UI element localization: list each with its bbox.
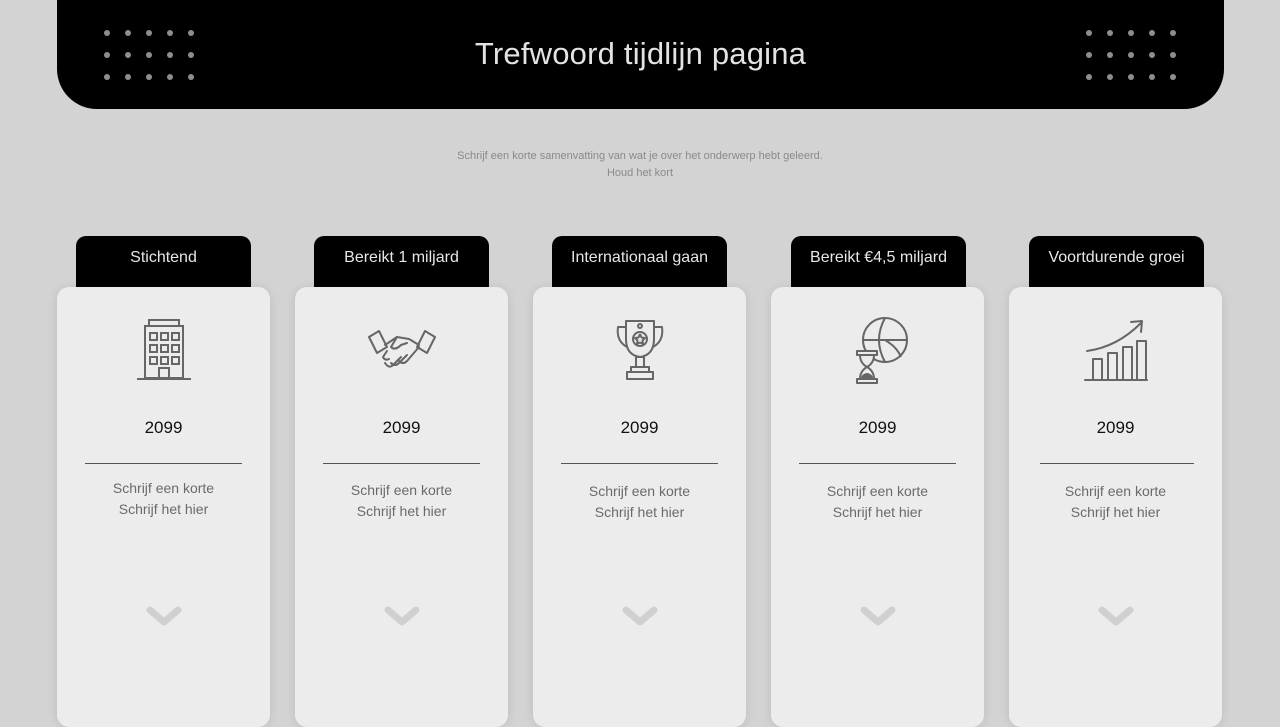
summary-line: Schrijf een korte samenvatting van wat je over het onderwerp hebt geleerd. bbox=[457, 150, 823, 162]
chevron-down-icon[interactable] bbox=[622, 605, 658, 629]
description-line: Schrijf het hier bbox=[356, 503, 447, 519]
chevron-down-icon[interactable] bbox=[384, 605, 420, 629]
dots-pattern-icon bbox=[1084, 28, 1178, 84]
timeline-tab-bereikt-1-miljard[interactable]: Bereikt 1 miljard bbox=[314, 236, 489, 287]
card-description bbox=[57, 478, 270, 520]
description-line: Schrijf een korte bbox=[350, 482, 453, 498]
globe-hourglass-icon bbox=[843, 317, 913, 387]
timeline-card[interactable] bbox=[771, 287, 984, 727]
card-divider bbox=[85, 463, 242, 464]
summary-line: Houd het kort bbox=[606, 167, 674, 179]
description-line: Schrijf een korte bbox=[1064, 483, 1167, 499]
card-year: 2099 bbox=[382, 418, 421, 437]
chevron-down-icon[interactable] bbox=[146, 605, 182, 629]
card-year: 2099 bbox=[144, 418, 183, 437]
card-year: 2099 bbox=[1096, 418, 1135, 437]
trophy-icon bbox=[605, 317, 675, 387]
card-year: 2099 bbox=[620, 418, 659, 437]
handshake-icon bbox=[367, 317, 437, 387]
description-line: Schrijf een korte bbox=[588, 483, 691, 499]
card-divider bbox=[1040, 463, 1194, 464]
card-description bbox=[1009, 481, 1222, 523]
description-line: Schrijf het hier bbox=[832, 504, 923, 520]
card-description bbox=[771, 481, 984, 523]
description-line: Schrijf het hier bbox=[1070, 504, 1161, 520]
description-line: Schrijf het hier bbox=[594, 504, 685, 520]
timeline-card[interactable] bbox=[295, 287, 508, 727]
card-year: 2099 bbox=[858, 418, 897, 437]
timeline-tab-stichtend[interactable]: Stichtend bbox=[76, 236, 251, 287]
timeline-tab-voortdurende-groei[interactable]: Voortdurende groei bbox=[1029, 236, 1204, 287]
card-description bbox=[295, 480, 508, 522]
timeline-tab-bereikt-4-5-miljard[interactable]: Bereikt €4,5 miljard bbox=[791, 236, 966, 287]
card-description bbox=[533, 481, 746, 523]
office-building-icon bbox=[129, 317, 199, 387]
chevron-down-icon[interactable] bbox=[1098, 605, 1134, 629]
card-divider bbox=[799, 463, 956, 464]
growth-chart-icon bbox=[1081, 317, 1151, 387]
description-line: Schrijf een korte bbox=[826, 483, 929, 499]
page-title: Trefwoord tijdlijn pagina bbox=[474, 36, 807, 71]
card-divider bbox=[561, 463, 718, 464]
header-banner bbox=[57, 0, 1224, 109]
timeline-card[interactable] bbox=[1009, 287, 1222, 727]
chevron-down-icon[interactable] bbox=[860, 605, 896, 629]
card-divider bbox=[323, 463, 480, 464]
timeline-card[interactable] bbox=[57, 287, 270, 727]
timeline-tab-internationaal-gaan[interactable]: Internationaal gaan bbox=[552, 236, 727, 287]
description-line: Schrijf een korte bbox=[112, 480, 215, 496]
timeline-card[interactable] bbox=[533, 287, 746, 727]
description-line: Schrijf het hier bbox=[118, 501, 209, 517]
summary-text bbox=[0, 148, 1280, 182]
